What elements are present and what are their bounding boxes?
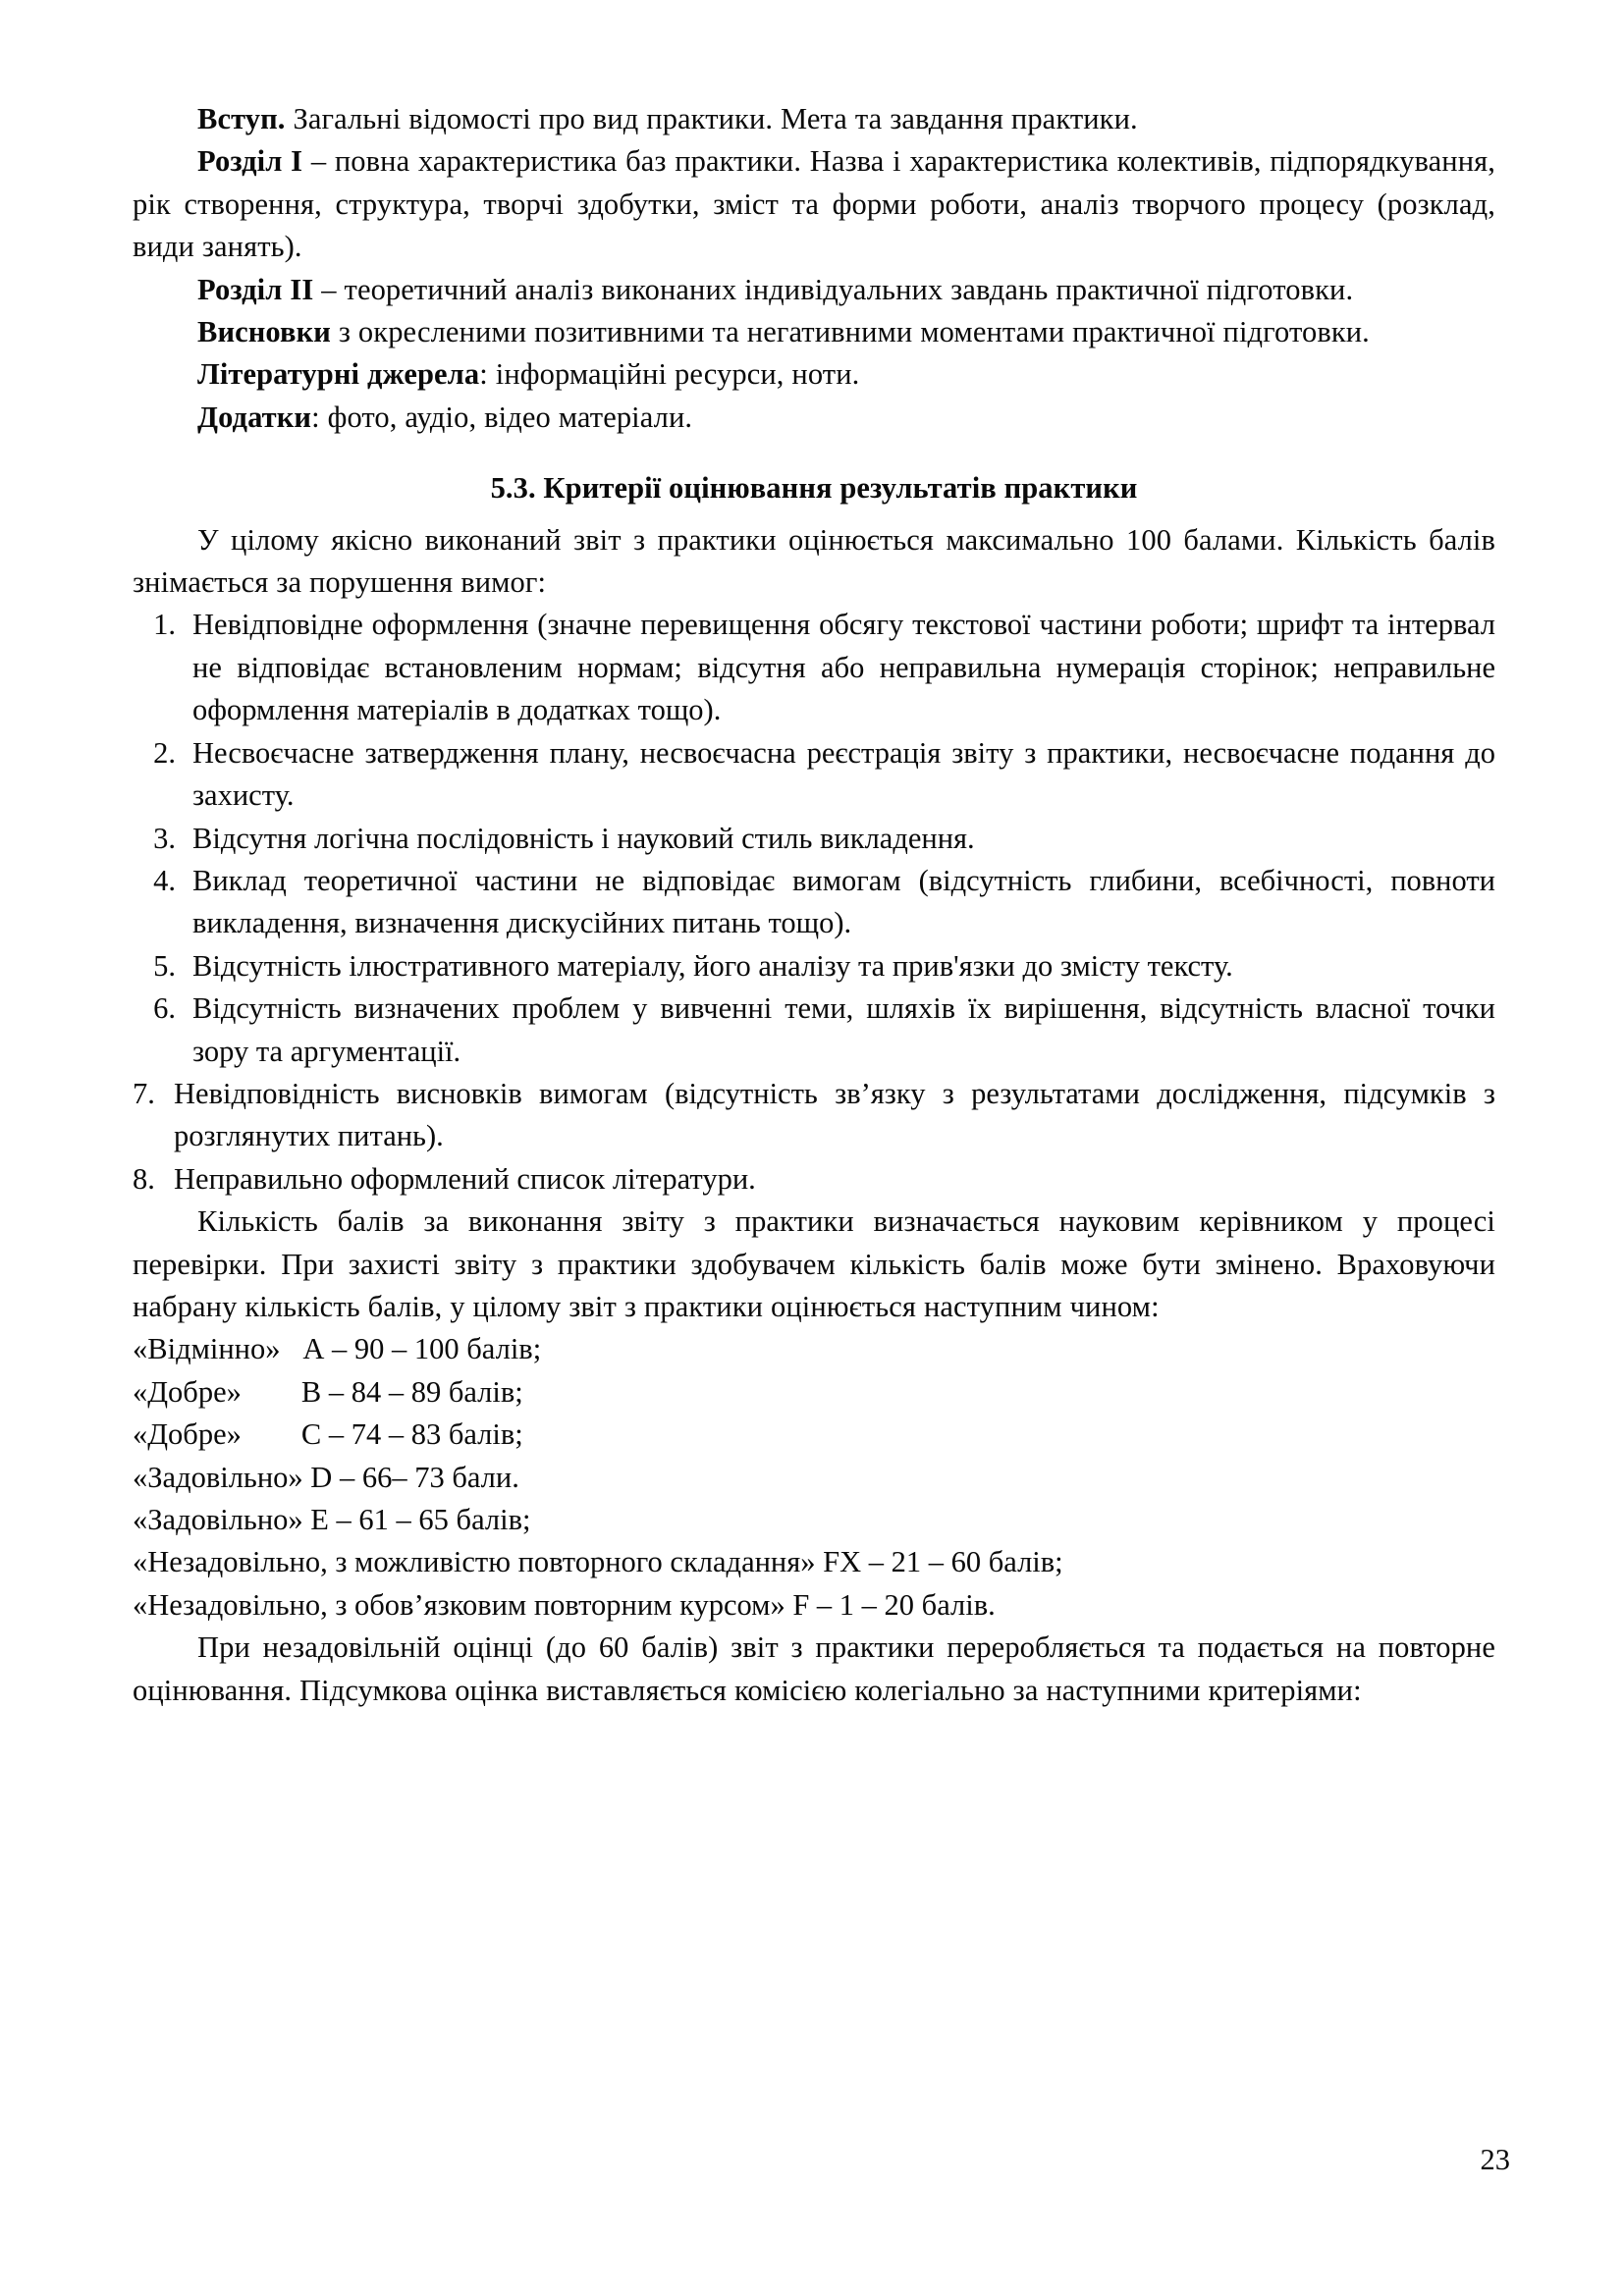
paragraph-literatura [133,353,1495,396]
grade-value: В – 84 – 89 балів; [300,1374,523,1409]
grade-row [133,1414,1495,1456]
grade-value: С – 74 – 83 балів; [300,1417,523,1452]
paragraph-rozdil-1 [133,140,1495,268]
paragraph-vysnovky [133,311,1495,353]
grade-value: Е – 61 – 65 балів; [310,1503,531,1536]
rules-list [133,604,1495,1201]
paragraph-body-rozdil-1: – повна характеристика баз практики. Назва і характеристика колективів, підпорядкування, рік створення, структура, творчі здобутки, зміст та форми роботи, аналіз творчого процесу (розклад, види занять). [133,144,1495,264]
paragraph-body-rozdil-2: – теоретичний аналіз виконаних індивідуальних завдань практичної підготовки. [313,272,1354,306]
paragraph-label-vstup: Вступ. [197,102,286,135]
list-item: Невідповідне оформлення (значне перевищення обсягу текстової частини роботи; шрифт та інтервал не відповідає встановленим нормам; відсутня або неправильна нумерація сторінок; неправильне оформлення матеріалів в додатках тощо). [192,608,1495,727]
grade-label: «Задовільно» [133,1460,303,1494]
paragraph-after-rules: Кількість балів за виконання звіту з практики визначається науковим керівником у процесі перевірки. При захисті звіту з практики здобувачем кількість балів може бути змінено. Враховуючи набрану кількість балів, у цілому звіт з практики оцінюється наступним чином: [133,1204,1495,1323]
list-item: Відсутня логічна послідовність і науковий стиль викладення. [192,821,975,855]
grade-row [133,1371,1495,1414]
section-heading: 5.3. Критерії оцінювання результатів практики [490,471,1138,506]
paragraph-body-vstup: Загальні відомості про вид практики. Мета та завдання практики. [285,102,1138,135]
list-item: Несвоєчасне затвердження плану, несвоєчасна реєстрація звіту з практики, несвоєчасне подання до захисту. [192,735,1495,813]
list-item: Відсутність ілюстративного матеріалу, його аналізу та прив'язки до змісту тексту. [192,948,1233,983]
section-lead-paragraph: У цілому якісно виконаний звіт з практики оцінюється максимально 100 балами. Кількість балів знімається за порушення вимог: [133,522,1495,600]
paragraph-body-vysnovky: з окресленими позитивними та негативними моментами практичної підготовки. [330,315,1370,349]
paragraph-closing: При незадовільній оцінці (до 60 балів) звіт з практики переробляється та подається на повторне оцінювання. Підсумкова оцінка виставляється комісією колегіально за наступними критеріями: [133,1630,1495,1707]
paragraph-dodatky [133,397,1495,439]
list-item: Невідповідність висновків вимогам (відсутність зв’язку з результатами дослідження, підсумків з розглянутих питань). [174,1076,1495,1153]
paragraph-body-literatura: : інформаційні ресурси, ноти. [479,357,860,392]
grade-value: А – 90 – 100 балів; [302,1332,542,1366]
grade-row [133,1499,1495,1541]
grade-row: «Незадовільно, з можливістю повторного складання» FХ – 21 – 60 балів; [133,1545,1063,1579]
paragraph-label-dodatky: Додатки [197,400,312,434]
grade-label: «Добре» [133,1374,242,1409]
list-item: Виклад теоретичної частини не відповідає вимогам (відсутність глибини, всебічності, повноти викладення, визначення дискусійних питань тощо). [192,863,1495,940]
page-number: 23 [1480,2143,1510,2176]
grade-label: «Добре» [133,1417,242,1452]
grade-row [133,1328,1495,1370]
grade-row: «Незадовільно, з обов’язковим повторним курсом» F – 1 – 20 балів. [133,1587,996,1622]
paragraph-label-vysnovky: Висновки [197,315,331,349]
paragraph-label-rozdil-1: Розділ I [197,144,303,179]
paragraph-label-rozdil-2: Розділ II [197,272,314,306]
grade-value: D – 66– 73 бали. [310,1460,519,1494]
list-item: Неправильно оформлений список літератури. [174,1161,756,1196]
paragraph-body-dodatky: : фото, аудіо, відео матеріали. [311,400,693,434]
paragraph-vstup [133,98,1495,140]
grade-row [133,1457,1495,1499]
paragraph-label-literatura: Літературні джерела [197,357,480,392]
paragraph-rozdil-2 [133,269,1495,311]
grades-table [133,1328,1495,1627]
list-item: Відсутність визначених проблем у вивченні теми, шляхів їх вирішення, відсутність власної точки зору та аргументації. [192,991,1495,1068]
grade-label: «Відмінно» [133,1332,281,1366]
page-content [133,98,1495,1712]
grade-label: «Задовільно» [133,1503,303,1536]
